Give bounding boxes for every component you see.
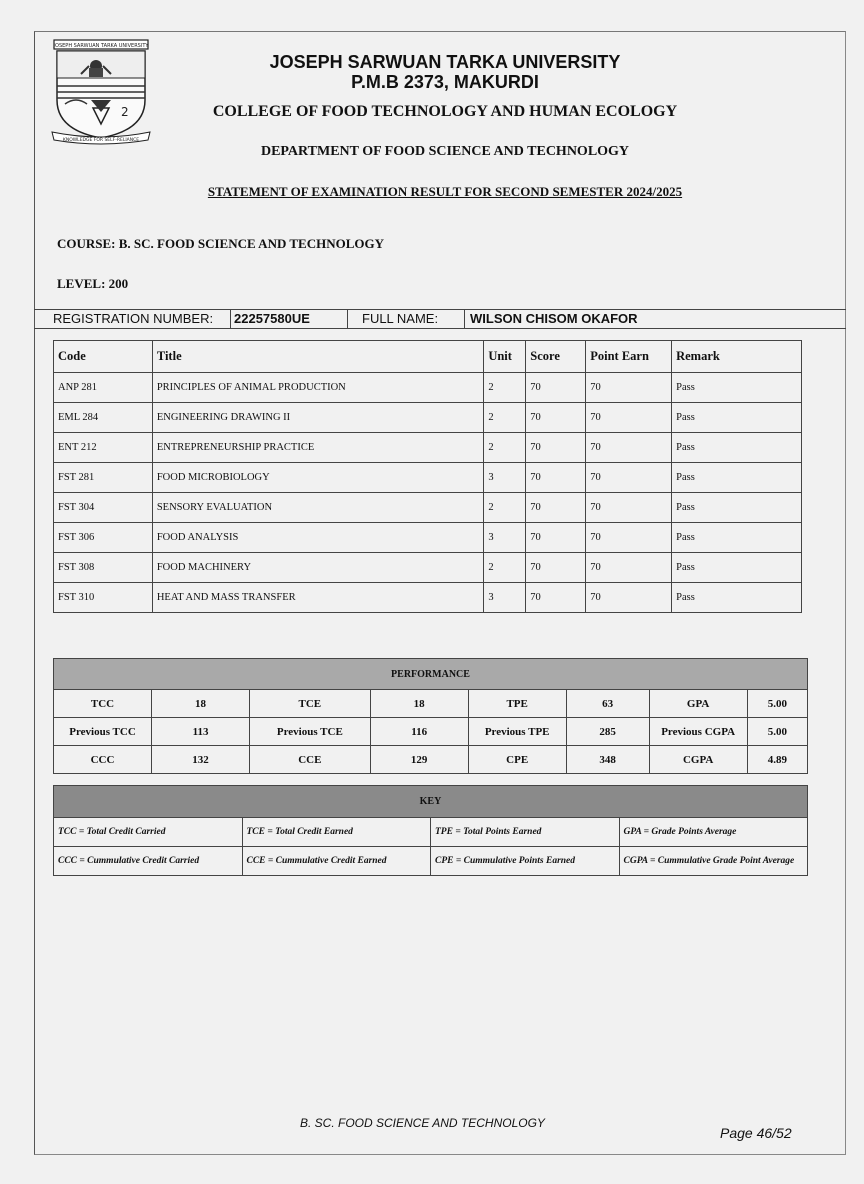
course-score: 70 bbox=[526, 583, 586, 613]
course-code: ENT 212 bbox=[54, 433, 153, 463]
college-name: COLLEGE OF FOOD TECHNOLOGY AND HUMAN ECOLOGY bbox=[212, 103, 678, 120]
level-line: LEVEL: 200 bbox=[57, 276, 129, 291]
course-title: ENGINEERING DRAWING II bbox=[152, 403, 483, 433]
key-row bbox=[54, 818, 808, 847]
course-code: FST 308 bbox=[54, 553, 153, 583]
performance-value: 63 bbox=[566, 690, 649, 718]
performance-value: 129 bbox=[370, 746, 468, 774]
performance-title: PERFORMANCE bbox=[54, 659, 808, 690]
performance-value: 4.89 bbox=[747, 746, 807, 774]
course-remark: Pass bbox=[672, 523, 802, 553]
key-definition: GPA = Grade Points Average bbox=[619, 818, 808, 847]
course-score: 70 bbox=[526, 463, 586, 493]
performance-row bbox=[54, 690, 808, 718]
course-unit: 3 bbox=[484, 463, 526, 493]
col-header-remark: Remark bbox=[672, 341, 802, 373]
university-name: JOSEPH SARWUAN TARKA UNIVERSITY bbox=[269, 52, 621, 72]
course-point-earn: 70 bbox=[586, 433, 672, 463]
svg-text:2: 2 bbox=[121, 105, 129, 119]
key-definition: TPE = Total Points Earned bbox=[431, 818, 620, 847]
performance-row bbox=[54, 718, 808, 746]
performance-label: Previous TPE bbox=[468, 718, 566, 746]
table-row bbox=[54, 553, 802, 583]
course-unit: 2 bbox=[484, 433, 526, 463]
key-row bbox=[54, 847, 808, 876]
course-code: FST 306 bbox=[54, 523, 153, 553]
course-results-table bbox=[53, 340, 802, 613]
performance-value: 5.00 bbox=[747, 718, 807, 746]
crest-motto-top: JOSEPH SARWUAN TARKA UNIVERSITY bbox=[53, 43, 149, 49]
course-point-earn: 70 bbox=[586, 463, 672, 493]
course-title: SENSORY EVALUATION bbox=[152, 493, 483, 523]
performance-row bbox=[54, 746, 808, 774]
course-point-earn: 70 bbox=[586, 493, 672, 523]
performance-label: TCE bbox=[250, 690, 371, 718]
course-remark: Pass bbox=[672, 373, 802, 403]
performance-label: Previous TCE bbox=[250, 718, 371, 746]
table-row bbox=[54, 433, 802, 463]
table-row bbox=[54, 373, 802, 403]
course-score: 70 bbox=[526, 403, 586, 433]
col-header-point-earn: Point Earn bbox=[586, 341, 672, 373]
col-header-title: Title bbox=[152, 341, 483, 373]
full-name-label: FULL NAME: bbox=[362, 311, 439, 326]
performance-value: 116 bbox=[370, 718, 468, 746]
table-row bbox=[54, 493, 802, 523]
course-code: FST 281 bbox=[54, 463, 153, 493]
course-score: 70 bbox=[526, 523, 586, 553]
performance-label: CCC bbox=[54, 746, 152, 774]
performance-label: CGPA bbox=[649, 746, 747, 774]
course-point-earn: 70 bbox=[586, 403, 672, 433]
performance-label: Previous CGPA bbox=[649, 718, 747, 746]
full-name-value: WILSON CHISOM OKAFOR bbox=[470, 311, 638, 326]
performance-value: 285 bbox=[566, 718, 649, 746]
course-unit: 2 bbox=[484, 493, 526, 523]
col-header-score: Score bbox=[526, 341, 586, 373]
course-title: FOOD MACHINERY bbox=[152, 553, 483, 583]
performance-table bbox=[53, 658, 808, 774]
course-unit: 2 bbox=[484, 373, 526, 403]
course-unit: 2 bbox=[484, 553, 526, 583]
course-title: FOOD ANALYSIS bbox=[152, 523, 483, 553]
course-unit: 3 bbox=[484, 523, 526, 553]
course-unit: 3 bbox=[484, 583, 526, 613]
performance-label: Previous TCC bbox=[54, 718, 152, 746]
reg-number-label: REGISTRATION NUMBER: bbox=[53, 311, 214, 326]
course-code: EML 284 bbox=[54, 403, 153, 433]
course-point-earn: 70 bbox=[586, 373, 672, 403]
table-row bbox=[54, 583, 802, 613]
key-definition: CCC = Cummulative Credit Carried bbox=[54, 847, 243, 876]
col-header-unit: Unit bbox=[484, 341, 526, 373]
course-point-earn: 70 bbox=[586, 583, 672, 613]
course-line: COURSE: B. SC. FOOD SCIENCE AND TECHNOLOGY bbox=[57, 236, 384, 251]
performance-label: CPE bbox=[468, 746, 566, 774]
university-crest-logo bbox=[51, 38, 151, 148]
course-code: ANP 281 bbox=[54, 373, 153, 403]
key-definition: CGPA = Cummulative Grade Point Average bbox=[619, 847, 808, 876]
course-code: FST 310 bbox=[54, 583, 153, 613]
course-title: ENTREPRENEURSHIP PRACTICE bbox=[152, 433, 483, 463]
key-definition: CCE = Cummulative Credit Earned bbox=[242, 847, 431, 876]
registration-bar bbox=[34, 309, 846, 329]
course-title: PRINCIPLES OF ANIMAL PRODUCTION bbox=[152, 373, 483, 403]
course-remark: Pass bbox=[672, 433, 802, 463]
performance-value: 18 bbox=[152, 690, 250, 718]
table-row bbox=[54, 523, 802, 553]
course-title: HEAT AND MASS TRANSFER bbox=[152, 583, 483, 613]
page-number: Page 46/52 bbox=[720, 1125, 792, 1141]
key-definition: TCE = Total Credit Earned bbox=[242, 818, 431, 847]
performance-value: 113 bbox=[152, 718, 250, 746]
performance-value: 348 bbox=[566, 746, 649, 774]
performance-label: CCE bbox=[250, 746, 371, 774]
course-point-earn: 70 bbox=[586, 523, 672, 553]
key-definition: CPE = Cummulative Points Earned bbox=[431, 847, 620, 876]
performance-label: GPA bbox=[649, 690, 747, 718]
course-score: 70 bbox=[526, 373, 586, 403]
course-remark: Pass bbox=[672, 553, 802, 583]
course-code: FST 304 bbox=[54, 493, 153, 523]
course-score: 70 bbox=[526, 553, 586, 583]
table-row bbox=[54, 403, 802, 433]
course-remark: Pass bbox=[672, 583, 802, 613]
course-title: FOOD MICROBIOLOGY bbox=[152, 463, 483, 493]
key-table bbox=[53, 785, 808, 876]
performance-label: TPE bbox=[468, 690, 566, 718]
course-remark: Pass bbox=[672, 463, 802, 493]
reg-number-value: 22257580UE bbox=[234, 311, 310, 326]
performance-value: 18 bbox=[370, 690, 468, 718]
footer-program: B. SC. FOOD SCIENCE AND TECHNOLOGY bbox=[300, 1116, 545, 1130]
col-header-code: Code bbox=[54, 341, 153, 373]
performance-value: 5.00 bbox=[747, 690, 807, 718]
key-definition: TCC = Total Credit Carried bbox=[54, 818, 243, 847]
course-point-earn: 70 bbox=[586, 553, 672, 583]
key-title: KEY bbox=[54, 786, 808, 818]
statement-title: STATEMENT OF EXAMINATION RESULT FOR SECOND SEMESTER 2024/2025 bbox=[207, 184, 683, 199]
department-name: DEPARTMENT OF FOOD SCIENCE AND TECHNOLOGY bbox=[260, 144, 630, 159]
performance-value: 132 bbox=[152, 746, 250, 774]
university-address: P.M.B 2373, MAKURDI bbox=[351, 72, 539, 92]
table-header-row bbox=[54, 341, 802, 373]
course-score: 70 bbox=[526, 433, 586, 463]
table-row bbox=[54, 463, 802, 493]
crest-motto-bottom: KNOWLEDGE FOR SELF-RELIANCE bbox=[62, 138, 140, 143]
course-remark: Pass bbox=[672, 403, 802, 433]
performance-label: TCC bbox=[54, 690, 152, 718]
course-score: 70 bbox=[526, 493, 586, 523]
course-remark: Pass bbox=[672, 493, 802, 523]
course-unit: 2 bbox=[484, 403, 526, 433]
